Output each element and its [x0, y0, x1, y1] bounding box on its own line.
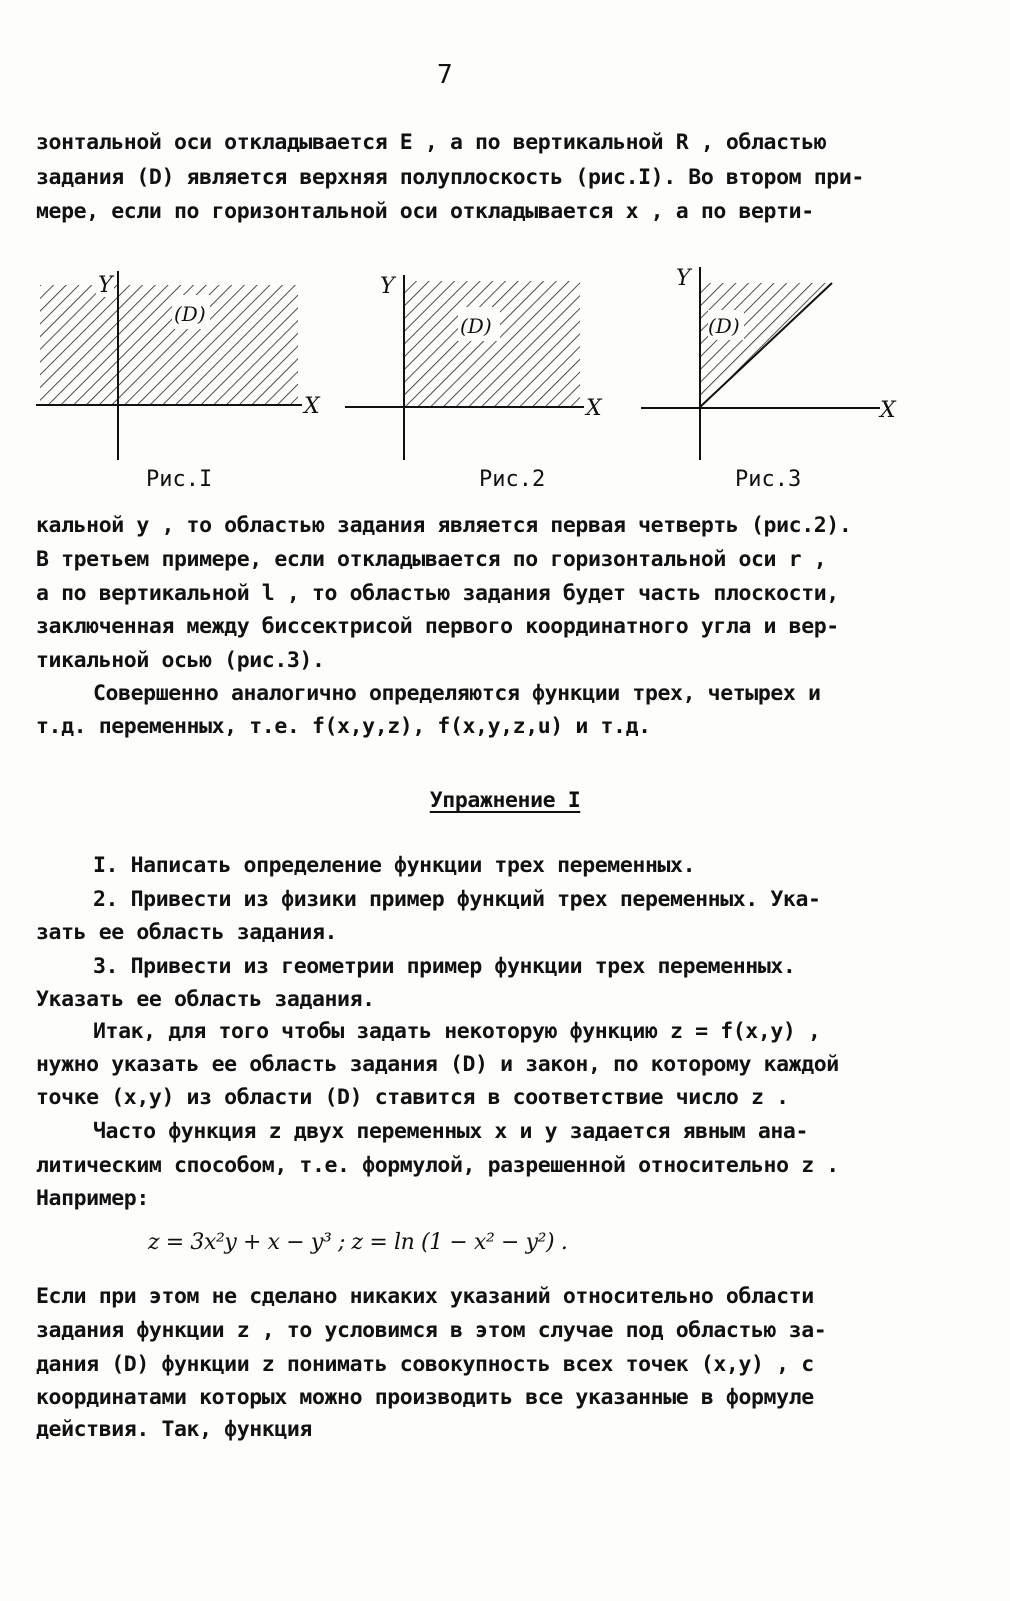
y-axis-label: Y — [676, 266, 691, 291]
x-axis-label: X — [304, 394, 320, 419]
text-line: координатами которых можно производить все указанные в формуле — [36, 1385, 814, 1410]
text-line: дания (D) функции z понимать совокупность всех точек (x,y) , с — [36, 1352, 814, 1377]
y-axis-label: Y — [380, 274, 395, 299]
formula: z = 3x²y + x − y³ ; z = ln (1 − x² − y²) . — [148, 1230, 568, 1255]
text-line: Если при этом не сделано никаких указаний относительно области — [36, 1284, 814, 1309]
text-line: тикальной осью (рис.3). — [36, 648, 325, 673]
region-d-hatch — [405, 281, 580, 407]
text-line: задания (D) является верхняя полуплоскость (рис.I). Во втором при- — [36, 165, 864, 190]
exercise-item: I. Написать определение функции трех переменных. — [93, 853, 696, 878]
text-line: Указать ее область задания. — [36, 987, 375, 1012]
region-label: (D) — [460, 314, 492, 338]
text-line: Часто функция z двух переменных x и y задается явным ана- — [93, 1119, 809, 1144]
text-line: а по вертикальной l , то областью задания будет часть плоскости, — [36, 581, 839, 606]
exercise-item: 3. Привести из геометрии пример функции трех переменных. — [93, 954, 796, 979]
y-axis-label: Y — [98, 273, 113, 298]
figure-1-upper-half-plane — [32, 255, 332, 465]
text-line: задания функции z , то условимся в этом случае под областью за- — [36, 1318, 827, 1343]
text-line: литическим способом, т.е. формулой, разрешенной относительно z . — [36, 1153, 839, 1178]
figure-1-caption: Рис.I — [146, 467, 213, 492]
text-line: мере, если по горизонтальной оси откладывается x , а по верти- — [36, 199, 814, 224]
exercise-title: Упражнение I — [429, 788, 581, 813]
x-axis-label: X — [586, 396, 602, 421]
region-label: (D) — [174, 302, 206, 326]
text-line: зонтальной оси откладывается Е , а по вертикальной R , областью — [36, 130, 827, 155]
text-line: нужно указать ее область задания (D) и закон, по которому каждой — [36, 1052, 839, 1077]
text-line: кальной y , то областью задания является первая четверть (рис.2). — [36, 513, 852, 538]
page-number: 7 — [437, 60, 453, 90]
text-line: Например: — [36, 1186, 149, 1211]
figure-3-caption: Рис.3 — [735, 467, 802, 492]
region-d-hatch — [40, 285, 298, 405]
text-line: Совершенно аналогично определяются функции трех, четырех и — [93, 681, 821, 706]
figure-3-bisector-region — [636, 255, 916, 465]
x-axis-label: X — [880, 398, 896, 423]
text-line: т.д. переменных, т.е. f(x,y,z), f(x,y,z,u) и т.д. — [36, 714, 651, 739]
figure-2-first-quadrant — [340, 255, 620, 465]
text-line: точке (x,y) из области (D) ставится в соответствие число z . — [36, 1085, 789, 1110]
text-line: В третьем примере, если откладывается по горизонтальной оси r , — [36, 547, 827, 572]
text-line: зать ее область задания. — [36, 920, 338, 945]
figure-2-caption: Рис.2 — [479, 467, 546, 492]
text-line: действия. Так, функция — [36, 1417, 312, 1442]
text-line: заключенная между биссектрисой первого координатного угла и вер- — [36, 614, 839, 639]
region-label: (D) — [708, 314, 740, 338]
text-line: Итак, для того чтобы задать некоторую функцию z = f(x,y) , — [93, 1019, 821, 1044]
exercise-item: 2. Привести из физики пример функций трех переменных. Ука- — [93, 887, 821, 912]
